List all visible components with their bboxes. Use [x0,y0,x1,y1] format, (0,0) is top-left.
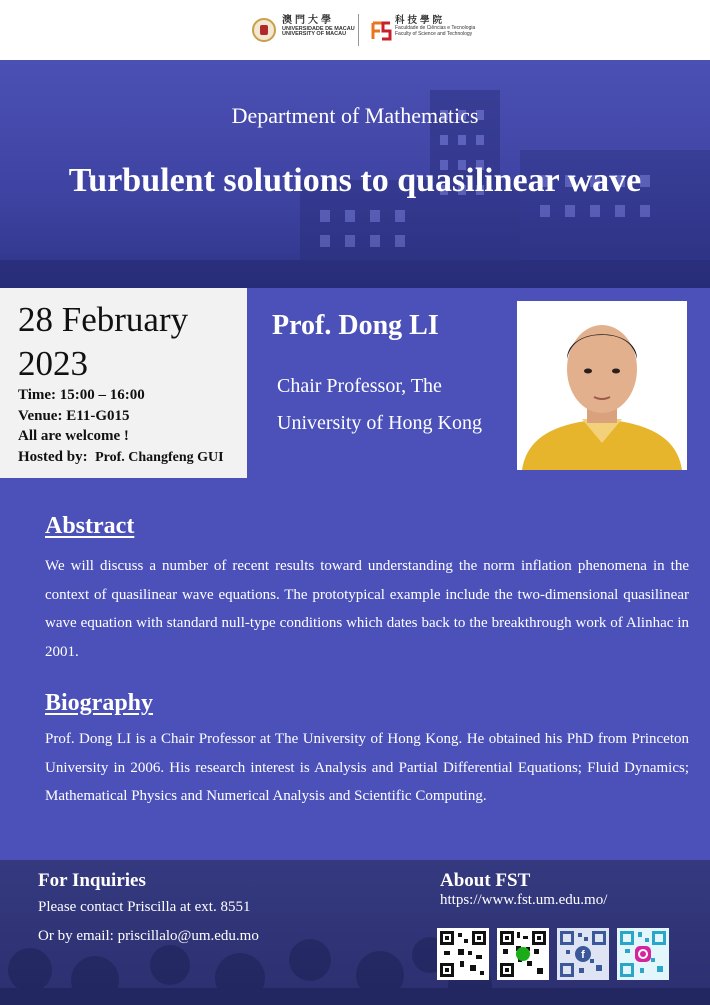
host-name: Prof. Changfeng GUI [95,449,224,465]
um-name-en: UNIVERSITY OF MACAU [282,31,347,38]
um-logo-text [282,16,355,38]
logo-divider [358,14,359,46]
event-details [18,385,224,468]
instagram-qr-code[interactable] [617,928,669,980]
website-qr-code[interactable] [437,928,489,980]
speaker-name: Prof. Dong LI [272,310,439,341]
um-name-cn: 澳門大學 [282,15,334,26]
biography-heading: Biography [45,690,154,716]
email-line[interactable]: Or by email: priscillalo@um.edu.mo [38,928,259,944]
contact-line: Please contact Priscilla at ext. 8551 [38,899,251,915]
qr-code-icon [557,928,609,980]
about-fst-heading: About FST [440,870,531,891]
talk-title: Turbulent solutions to quasilinear wave [68,162,642,199]
speaker-panel [247,288,710,478]
fst-logo [371,15,476,46]
event-time: Time: 15:00 – 16:00 [18,387,145,403]
abstract-heading: Abstract [45,513,135,539]
event-venue: Venue: E11-G015 [18,407,130,424]
logo-bar [0,0,710,60]
host-label: Hosted by: [18,448,88,465]
abstract-text: We will discuss a number of recent results toward understanding the norm inflation phenomena in the context of quasilinear wave equations. The prototypical example include the two-dimensional quasilinear wave equation with standard null-type conditions which dates back to the breakthrough work of Alinhac in 2001. [45,558,689,660]
qr-code-icon [437,928,489,980]
wechat-qr-code[interactable] [497,928,549,980]
hero-banner [0,60,710,288]
footer [0,860,710,1005]
biography-text: Prof. Dong LI is a Chair Professor at The University of Hong Kong. He obtained his PhD from Princeton University in 2006. His research interest is Analysis and Partial Differential Equations; Fluid Dynamics; Mathematical Physics and Numerical Analysis and Scientific Computing. [45,731,689,804]
speaker-affiliation: Chair Professor, The University of Hong Kong [277,375,482,434]
university-of-macau-logo [252,16,362,46]
fst-website-link[interactable]: https://www.fst.um.edu.mo/ [440,892,608,908]
qr-code-icon [617,928,669,980]
speaker-portrait [517,301,687,470]
content-panel [0,478,710,860]
um-seal-icon [252,18,276,42]
fst-logo-text [395,16,475,37]
speaker-photo [517,301,687,470]
fst-name-pt: Faculdade de Ciências e Tecnologia [395,25,476,32]
event-info-box [0,288,247,478]
event-date: 28 February 2023 [18,300,189,383]
facebook-qr-code[interactable] [557,928,609,980]
instagram-icon [635,946,651,962]
fst-mark-icon [371,20,393,42]
qr-code-icon [497,928,549,980]
department-name: Department of Mathematics [231,103,479,128]
facebook-icon: f [581,949,585,961]
event-welcome: All are welcome ! [18,428,129,444]
fst-name-en: Faculty of Science and Technology [395,30,473,37]
inquiries-heading: For Inquiries [38,870,146,891]
fst-name-cn: 科技學院 [395,15,446,26]
event-host [18,447,224,469]
um-name-pt: UNIVERSIDADE DE MACAU [282,25,355,32]
